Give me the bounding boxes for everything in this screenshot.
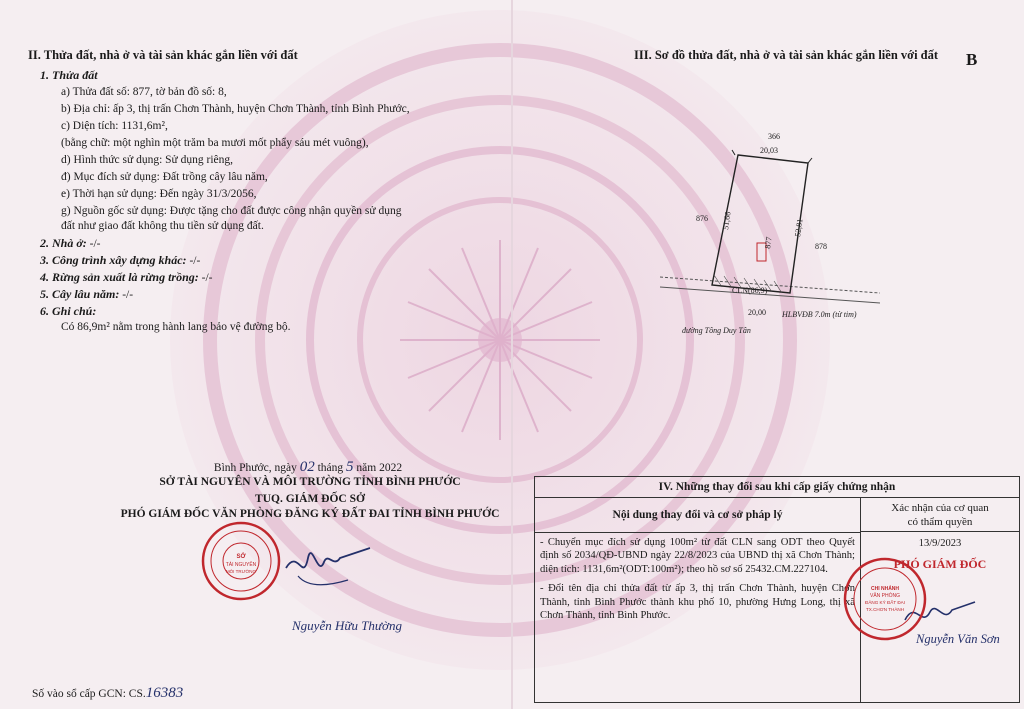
land-line: c) Diện tích: 1131,6m², — [61, 120, 168, 132]
land-line: b) Địa chỉ: ấp 3, thị trấn Chơn Thành, huyện Chơn Thành, tỉnh Bình Phước, — [61, 103, 410, 115]
land-line: a) Thửa đất số: 877, tờ bản đồ số: 8, — [61, 86, 227, 98]
page-letter: B — [966, 50, 978, 69]
house-item — [40, 236, 101, 251]
item-value: -/- — [189, 255, 201, 267]
signer-name: Nguyễn Hữu Thường — [292, 618, 402, 633]
perennial-item — [40, 287, 133, 302]
official-seal-icon — [200, 520, 282, 602]
land-heading: 1. Thửa đất — [40, 68, 98, 82]
item-label: 4. Rừng sản xuất là rừng trồng: — [40, 270, 199, 284]
issue-date: Bình Phước, ngày 02 tháng 5 năm 2022 — [213, 459, 403, 475]
section-iii-title: III. Sơ đồ thửa đất, nhà ở và tài sản khác gắn liền với đất — [634, 48, 939, 62]
confirm-date: 13/9/2023 — [918, 538, 962, 549]
change-entry: - Chuyển mục đích sử dụng 100m² từ đất CLN sang ODT theo Quyết định số 2034/QĐ-UBND ngày 22/8/2023 của UBND thị xã Chơn Thành; diện tích: 1131,6m²(ODT:100m²); theo hồ sơ số 25432.CM.227104. — [540, 537, 855, 575]
construction-item — [40, 253, 200, 268]
land-line: đ) Mục đích sử dụng: Đất trồng cây lâu năm, — [61, 171, 268, 183]
parcel-diagram — [660, 125, 880, 345]
issue-day: 02 — [299, 459, 315, 475]
top-width-label: 20,03 — [760, 146, 778, 155]
corridor-label: HLBVĐB 7.0m (từ tim) — [782, 310, 857, 319]
tuq-line: TUQ. GIÁM ĐỐC SỞ — [255, 493, 365, 505]
svg-text:MÔI TRƯỜNG: MÔI TRƯỜNG — [225, 569, 257, 574]
col2-header: Xác nhận của cơ quan có thẩm quyền — [861, 498, 1019, 532]
forest-item — [40, 270, 213, 285]
svg-text:TÀI NGUYÊN: TÀI NGUYÊN — [225, 562, 257, 568]
issue-month: 5 — [346, 459, 354, 475]
certificate-number: Số vào sổ cấp GCN: CS.16383 — [32, 685, 184, 701]
issuing-org: SỞ TÀI NGUYÊN VÀ MÔI TRƯỜNG TỈNH BÌNH PHƯỚC — [159, 476, 461, 488]
parcel-number-label: 877 — [763, 236, 774, 250]
item-value: -/- — [201, 272, 213, 284]
section-ii-title: II. Thửa đất, nhà ở và tài sản khác gắn liền với đất — [28, 48, 298, 62]
item-label: 2. Nhà ở: — [40, 236, 87, 250]
note-text: Có 86,9m² nằm trong hành lang bảo vệ đường bộ. — [61, 321, 291, 333]
note-heading: 6. Ghi chú: — [40, 304, 97, 318]
branch-seal-icon — [842, 556, 928, 642]
bottom-width-label: 20,00 — [748, 308, 766, 317]
signer-position: PHÓ GIÁM ĐỐC VĂN PHÒNG ĐĂNG KÝ ĐẤT ĐAI TỈNH BÌNH PHƯỚC — [120, 508, 500, 520]
signature-scribble — [278, 528, 378, 598]
item-label: 5. Cây lâu năm: — [40, 287, 120, 301]
land-line: d) Hình thức sử dụng: Sử dụng riêng, — [61, 154, 234, 166]
item-label: 3. Công trình xây dựng khác: — [40, 253, 187, 267]
item-value: -/- — [122, 289, 134, 301]
svg-text:SỞ: SỞ — [236, 554, 246, 560]
land-code-label: CLN(86,9) — [732, 286, 768, 295]
svg-text:CHI NHÁNH: CHI NHÁNH — [870, 586, 900, 592]
svg-text:TX.CHƠN THÀNH: TX.CHƠN THÀNH — [865, 607, 905, 612]
left-length-label: 51,66 — [721, 211, 733, 231]
svg-text:VĂN PHÒNG: VĂN PHÒNG — [869, 593, 901, 599]
item-value: -/- — [89, 238, 101, 250]
col1-header: Nội dung thay đổi và cơ sở pháp lý — [535, 498, 860, 533]
change-entry: - Đổi tên địa chỉ thửa đất từ ấp 3, thị trấn Chơn Thành, huyện Chơn Thành, tỉnh Bình Phước thành khu phố 10, phường Hưng Long, thị xã Chơn Thành, tỉnh Bình Phước. — [540, 583, 855, 622]
changes-content-column — [535, 498, 861, 702]
land-line: (bằng chữ: một nghìn một trăm ba mươi mốt phẩy sáu mét vuông), — [61, 137, 369, 149]
land-line: e) Thời hạn sử dụng: Đến ngày 31/3/2056, — [61, 188, 257, 200]
right-parcel-label: 878 — [815, 242, 827, 251]
road-label: đường Tông Duy Tân — [682, 326, 751, 335]
svg-text:ĐĂNG KÝ ĐẤT ĐAI: ĐĂNG KÝ ĐẤT ĐAI — [865, 600, 905, 605]
confirm-title: PHÓ GIÁM ĐỐC — [893, 557, 987, 571]
right-length-label: 52,81 — [793, 218, 805, 238]
confirm-signer-name: Nguyễn Văn Sơn — [916, 632, 1000, 646]
land-line: đất như giao đất không thu tiền sử dụng đất. — [61, 220, 264, 232]
land-line: g) Nguồn gốc sử dụng: Được tặng cho đất được công nhận quyền sử dụng — [61, 205, 402, 217]
left-parcel-label: 876 — [696, 214, 708, 223]
top-parcel-label: 366 — [768, 132, 780, 141]
section-iv-title: IV. Những thay đổi sau khi cấp giấy chứng nhận — [535, 477, 1019, 498]
